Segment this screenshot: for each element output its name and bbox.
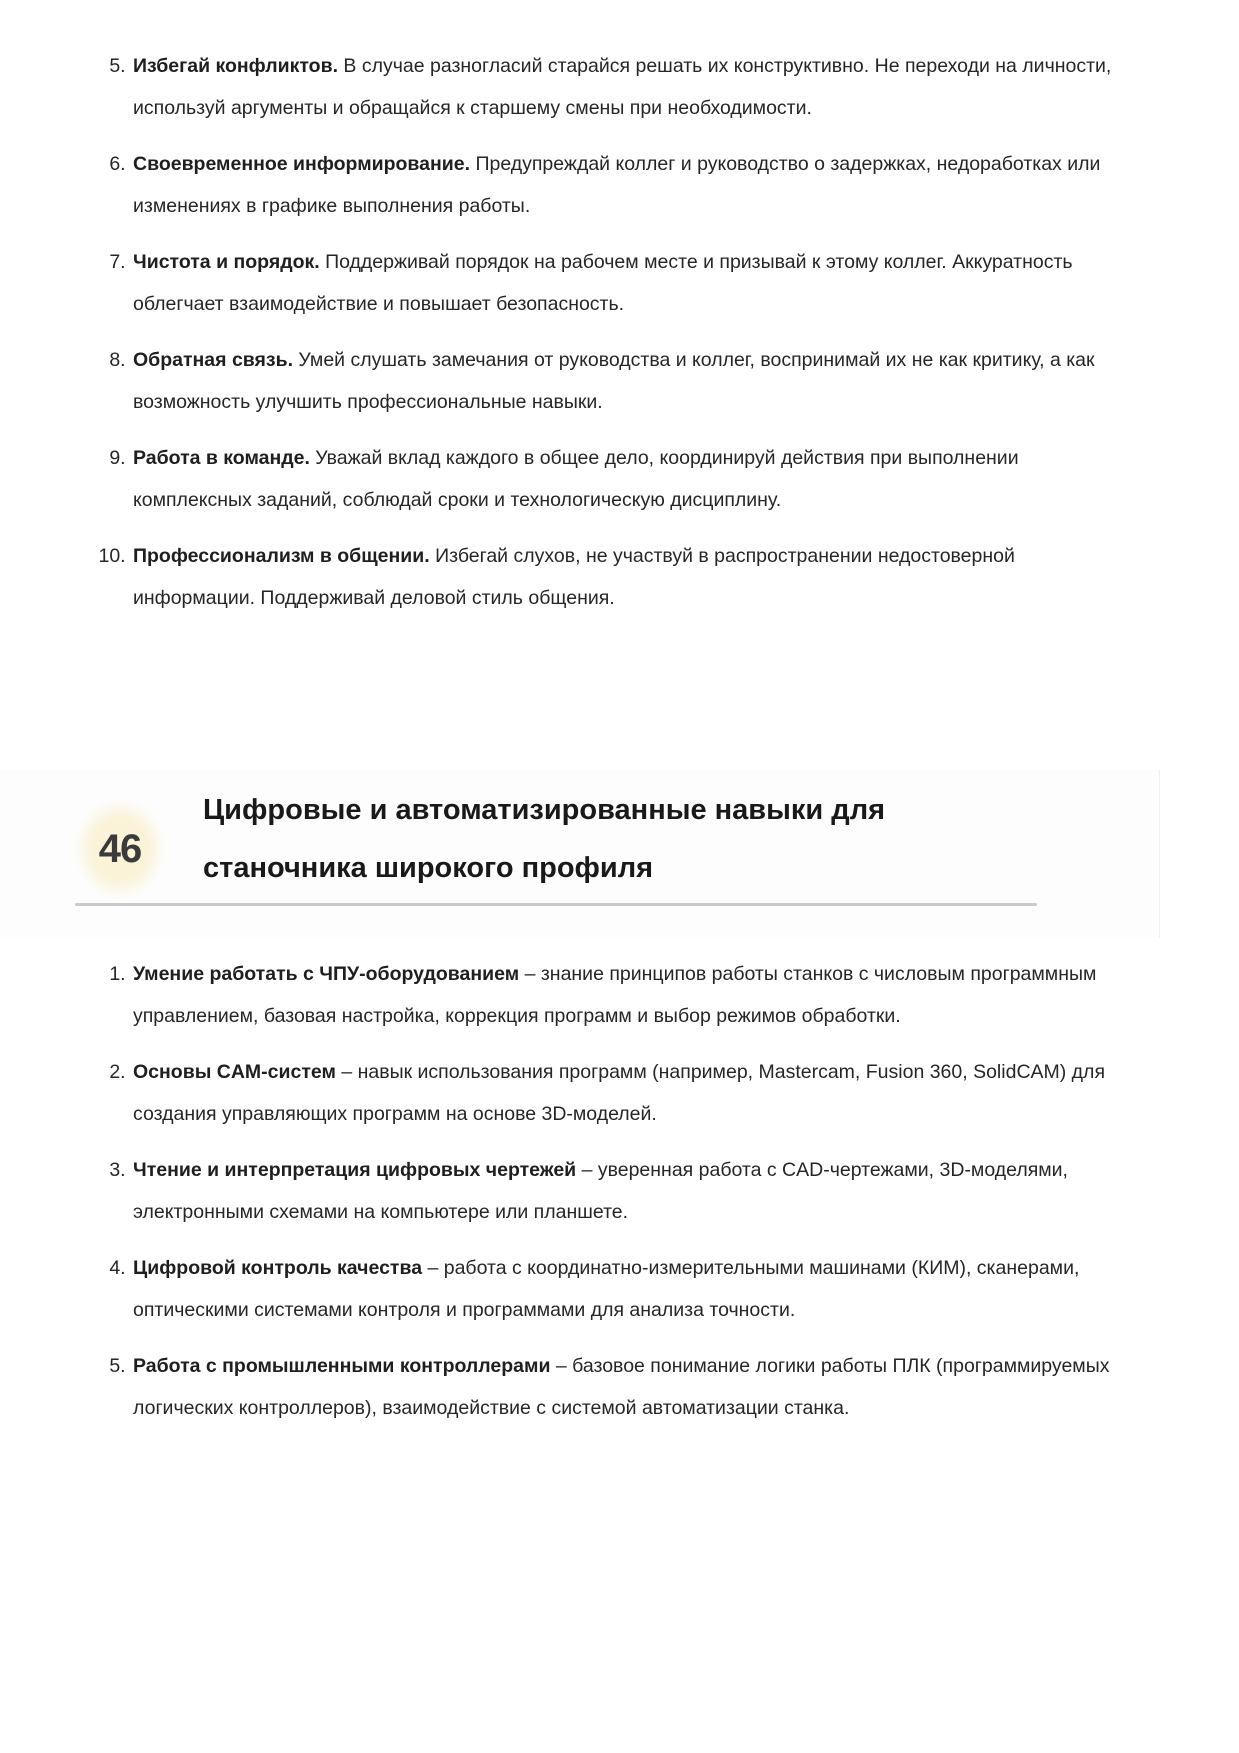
digital-skills-list [0,953,1125,1429]
list-item-term: Избегай конфликтов. [133,55,338,77]
list-item-term: Основы CAM-систем [133,1061,336,1083]
list-item-term: Умение работать с ЧПУ-оборудованием [133,963,520,985]
list-item-text: – уверенная работа с CAD-чертежами, 3D-моделями, электронными схемами на компьютере или планшете. [133,1159,1068,1223]
section-divider [75,903,1037,906]
list-item-text: – работа с координатно-измерительными машинами (КИМ), сканерами, оптическими системами контроля и программами для анализа точности. [133,1257,1080,1321]
list-item [131,1247,1125,1331]
list-item-text: Уважай вклад каждого в общее дело, координируй действия при выполнении комплексных заданий, соблюдай сроки и технологическую дисциплину. [133,447,1019,511]
list-item-text: – навык использования программ (например, Mastercam, Fusion 360, SolidCAM) для создания управляющих программ на основе 3D-моделей. [133,1061,1105,1125]
list-item [131,437,1125,521]
list-item [131,241,1125,325]
list-item-text: Умей слушать замечания от руководства и коллег, воспринимай их не как критику, а как возможность улучшить профессиональные навыки. [133,349,1095,413]
list-item [131,45,1125,129]
list-item-term: Работа с промышленными контроллерами [133,1355,551,1377]
list-item-text: Избегай слухов, не участвуй в распространении недостоверной информации. Поддерживай деловой стиль общения. [133,545,1015,609]
list-item-term: Чистота и порядок. [133,251,320,273]
list-item-term: Цифровой контроль качества [133,1257,423,1279]
section-title [203,781,1063,897]
section-number: 46 [98,826,142,871]
list-item-text: Предупреждай коллег и руководство о задержках, недоработках или изменениях в графике выполнения работы. [133,153,1101,217]
list-item-text: В случае разногласий старайся решать их конструктивно. Не переходи на личности, используй аргументы и обращайся к старшему смены при необходимости. [133,55,1112,119]
list-item-text: Поддерживай порядок на рабочем месте и призывай к этому коллег. Аккуратность облегчает взаимодействие и повышает безопасность. [133,251,1073,315]
work-conduct-rules-list [0,45,1125,619]
list-item-term: Обратная связь. [133,349,293,371]
list-item-term: Профессионализм в общении. [133,545,430,567]
section-title-line-2: станочника широкого профиля [203,852,654,884]
list-item-term: Работа в команде. [133,447,310,469]
section-title-line-1: Цифровые и автоматизированные навыки для [203,794,886,826]
list-item [131,953,1125,1037]
list-item-text: – знание принципов работы станков с числовым программным управлением, базовая настройка, коррекция программ и выбор режимов обработки. [133,963,1097,1027]
list-item-text: – базовое понимание логики работы ПЛК (программируемых логических контроллеров), взаимодействие с системой автоматизации станка. [133,1355,1110,1419]
list-item-term: Чтение и интерпретация цифровых чертежей [133,1159,577,1181]
list-item [131,1345,1125,1429]
section-number-badge [74,798,166,900]
list-item [131,339,1125,423]
list-item [131,535,1125,619]
list-item [131,1051,1125,1135]
list-item [131,143,1125,227]
list-item-term: Своевременное информирование. [133,153,471,175]
list-item [131,1149,1125,1233]
